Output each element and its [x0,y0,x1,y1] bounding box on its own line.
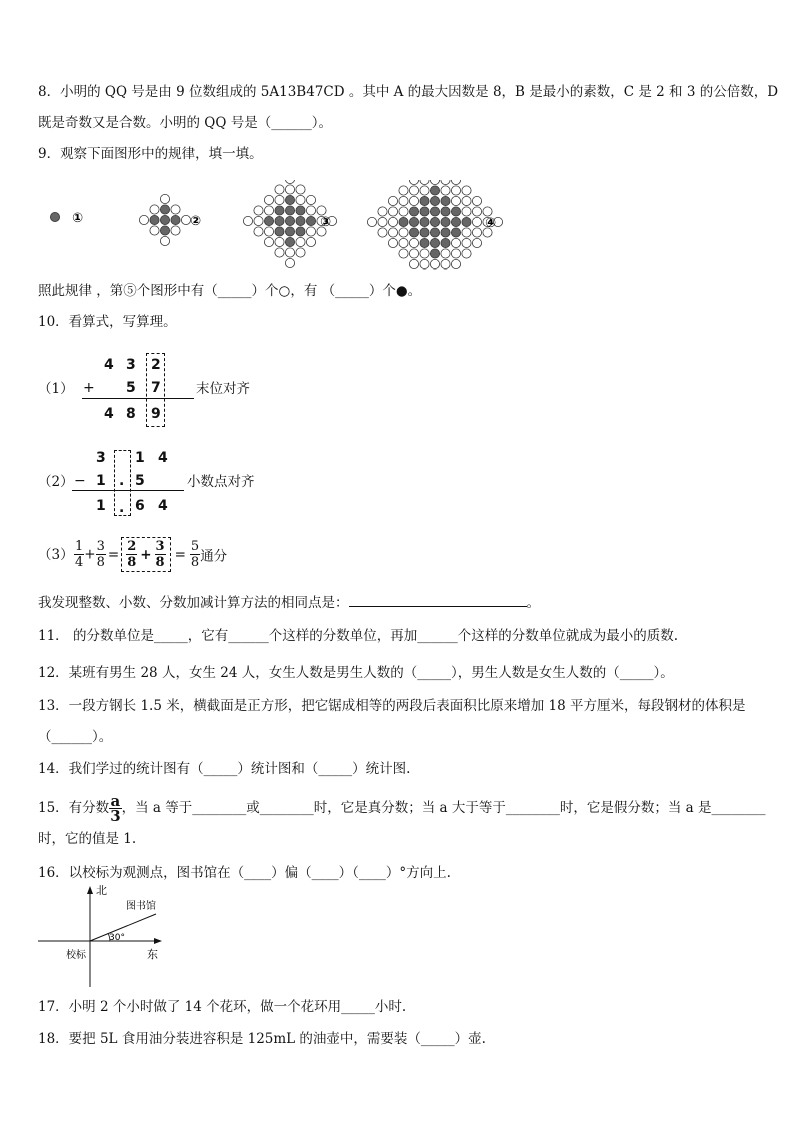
hollow-dot [472,196,481,205]
hollow-dot [275,185,284,194]
alignment-box [146,353,165,427]
digit: 4 [104,357,114,373]
digit: 4 [158,450,168,466]
hollow-dot [388,217,397,226]
east-label: 东 [147,948,158,961]
filled-dot [420,207,429,216]
filled-dot [441,217,450,226]
hollow-dot [462,207,471,216]
hollow-dot [451,196,460,205]
hollow-dot [285,248,294,257]
hollow-dot [451,249,460,258]
digit: 6 [135,498,145,514]
filled-dot [264,216,273,225]
hollow-dot [139,215,148,224]
hollow-dot [296,185,305,194]
filled-dot [285,216,294,225]
north-arrow [87,886,93,894]
hollow-dot [420,180,429,185]
digit: 8 [126,406,136,422]
filled-dot [160,205,169,214]
hollow-dot [399,207,408,216]
filled-dot [451,207,460,216]
q15-line2: 时，它的值是 1. [38,831,137,847]
filled-dot [399,217,408,226]
q10-p1-note: 末位对齐 [196,381,250,397]
filled-dot [160,215,169,224]
q9-title: 9．观察下面图形中的规律，填一填。 [38,146,263,162]
filled-dot [285,227,294,236]
hollow-dot [409,238,418,247]
filled-dot [441,207,450,216]
hollow-dot [409,196,418,205]
hollow-dot [483,207,492,216]
hollow-dot [306,227,315,236]
filled-dot [409,207,418,216]
hollow-dot [399,238,408,247]
q10-p3-expression: $\frac{1}{4}$ + $\frac{3}{8}$ = $\frac{2}{8}$ + $\frac{3}{8}$ = $\frac{5}{8}$ 通分 [75,539,228,570]
hollow-dot [171,226,180,235]
hollow-dot [399,186,408,195]
alignment-box [114,450,131,516]
filled-dot [430,196,439,205]
angle-label: 30° [109,933,125,943]
fraction: $\frac{1}{4}$ [75,539,84,570]
hollow-dot [378,207,387,216]
filled-dot [285,195,294,204]
q10-p3-note: 通分 [200,548,228,565]
filled-dot [430,186,439,195]
hollow-dot [420,249,429,258]
filled-dot [441,196,450,205]
figure-number-label: ① [72,211,84,226]
sum-line [82,398,194,399]
filled-dot [430,238,439,247]
hollow-dot [306,206,315,215]
q17-text: 17．小明 2 个小时做了 14 个花环，做一个花环用_____小时. [38,999,407,1015]
filled-dot [451,217,460,226]
hollow-dot [388,207,397,216]
filled-dot [420,228,429,237]
filled-dot [430,217,439,226]
hollow-dot [472,238,481,247]
hollow-dot [388,196,397,205]
q13-line1: 13．一段方钢长 1.5 米，横截面是正方形，把它锯成相等的两段后表面积比原来增加 18 平方厘米，每段钢材的体积是 [38,698,746,714]
hollow-dot [285,180,294,184]
filled-dot [441,228,450,237]
figure-number-label: ② [190,214,202,229]
filled-dot [150,215,159,224]
hollow-dot [441,186,450,195]
hollow-dot [399,196,408,205]
decimal-point: . [119,500,125,516]
hollow-dot [285,185,294,194]
q10-p1-num: （1） [38,381,74,397]
hollow-dot [254,206,263,215]
q10-conclusion: 我发现整数、小数、分数加减计算方法的相同点是： 。 [38,595,540,611]
filled-dot [296,206,305,215]
hollow-dot [409,180,418,185]
filled-dot [160,226,169,235]
hollow-dot [378,217,387,226]
figure-number-label: ③ [320,215,332,230]
q9-answer: 照此规律 ，第⑤个图形中有（_____）个○，有 （_____）个●。 [38,283,422,299]
hollow-dot [462,238,471,247]
hollow-dot [171,205,180,214]
common-denominator-box: $\frac{2}{8}$ + $\frac{3}{8}$ [121,537,170,572]
hollow-dot [462,196,471,205]
hollow-dot [264,195,273,204]
library-label: 图书馆 [126,901,156,912]
hollow-dot [462,186,471,195]
filled-dot [409,228,418,237]
filled-dot [430,249,439,258]
hollow-dot [399,249,408,258]
filled-dot [50,212,59,221]
filled-dot [296,216,305,225]
q8-line2: 既是奇数又是合数。小明的 QQ 号是（______）。 [38,115,332,131]
hollow-dot [150,205,159,214]
digit: 5 [126,380,136,396]
digit: 5 [135,473,145,489]
filled-dot [285,237,294,246]
filled-dot [285,206,294,215]
hollow-dot [285,258,294,267]
hollow-dot [472,217,481,226]
blank-line [349,594,527,607]
hollow-dot [275,248,284,257]
q15-line1: 15．有分数 $\frac{a}{3}$ ，当 a 等于________或________时，它是真分数；当 a 大于等于________时，它是假分数；当 a 是________ [38,792,766,825]
hollow-dot [420,186,429,195]
hollow-dot [306,237,315,246]
q11-text: 11． 的分数单位是_____，它有______个这样的分数单位，再加______个这样的分数单位就成为最小的质数. [38,628,679,644]
hollow-dot [264,227,273,236]
hollow-dot [296,195,305,204]
hollow-dot [399,228,408,237]
fraction-a-over-3: $\frac{a}{3}$ [110,792,121,825]
hollow-dot [254,227,263,236]
digit: 1 [96,473,106,489]
hollow-dot [378,228,387,237]
hollow-dot [472,207,481,216]
q8-line1: 8．小明的 QQ 号是由 9 位数组成的 5A13B47CD 。其中 A 的最大因数是 8，B 是最小的素数，C 是 2 和 3 的公倍数，D [38,84,779,100]
filled-dot [409,217,418,226]
hollow-dot [367,217,376,226]
hollow-dot [430,259,439,268]
filled-dot [296,227,305,236]
hollow-dot [451,259,460,268]
q14-text: 14．我们学过的统计图有（_____）统计图和（_____）统计图. [38,761,411,777]
hollow-dot [275,195,284,204]
hollow-dot [462,228,471,237]
filled-dot [275,227,284,236]
hollow-dot [409,186,418,195]
hollow-dot [441,259,450,268]
filled-dot [441,238,450,247]
q12-text: 12．某班有男生 28 人，女生 24 人，女生人数是男生人数的（_____），男生人数是女生人数的（_____）。 [38,665,674,681]
minus-sign: − [74,473,86,489]
east-arrow [154,938,162,944]
hollow-dot [150,226,159,235]
hollow-dot [451,180,460,185]
hollow-dot [430,180,439,185]
hollow-dot [317,206,326,215]
hollow-dot [264,237,273,246]
hollow-dot [160,236,169,245]
hollow-dot [451,186,460,195]
hollow-dot [462,249,471,258]
hollow-dot [306,195,315,204]
hollow-dot [409,259,418,268]
north-label: 北 [96,884,107,897]
filled-dot [451,228,460,237]
decimal-point: . [119,473,125,489]
hollow-dot [264,206,273,215]
dot-pattern-figures [0,180,794,270]
filled-dot [420,217,429,226]
hollow-dot [388,238,397,247]
hollow-dot [441,249,450,258]
fraction: $\frac{3}{8}$ [96,539,105,570]
digit: 4 [158,498,168,514]
hollow-dot [451,238,460,247]
filled-dot [430,207,439,216]
filled-dot [430,228,439,237]
hollow-dot [296,248,305,257]
figure-number-label: ④ [485,216,497,231]
fraction: $\frac{5}{8}$ [190,539,200,570]
direction-diagram [30,882,230,992]
hollow-dot [243,216,252,225]
filled-dot [420,238,429,247]
filled-dot [420,196,429,205]
hollow-dot [254,216,263,225]
q16-text: 16．以校标为观测点，图书馆在（____）偏（____）（____）°方向上. [38,865,451,881]
hollow-dot [409,249,418,258]
filled-dot [306,216,315,225]
hollow-dot [296,237,305,246]
q18-text: 18．要把 5L 食用油分装进容积是 125mL 的油壶中，需要装（_____）壶. [38,1031,486,1047]
hollow-dot [441,180,450,185]
digit: 4 [104,406,114,422]
digit: 1 [135,450,145,466]
hollow-dot [472,228,481,237]
filled-dot [275,206,284,215]
q10-title: 10．看算式，写算理。 [38,314,177,330]
q10-p2-num: （2） [38,474,74,490]
digit: 7 [151,380,161,396]
hollow-dot [160,194,169,203]
q13-line2: （______）。 [38,729,113,745]
q10-p2-note: 小数点对齐 [187,474,255,490]
hollow-dot [388,228,397,237]
filled-dot [171,215,180,224]
filled-dot [275,216,284,225]
q10-p3-num: （3） [38,547,74,563]
digit: 2 [151,357,161,373]
digit: 1 [96,498,106,514]
hollow-dot [420,259,429,268]
plus-sign: + [83,380,95,396]
origin-label: 校标 [66,950,86,961]
filled-dot [462,217,471,226]
digit: 9 [151,406,161,422]
digit: 3 [96,450,106,466]
digit: 3 [126,357,136,373]
hollow-dot [275,237,284,246]
